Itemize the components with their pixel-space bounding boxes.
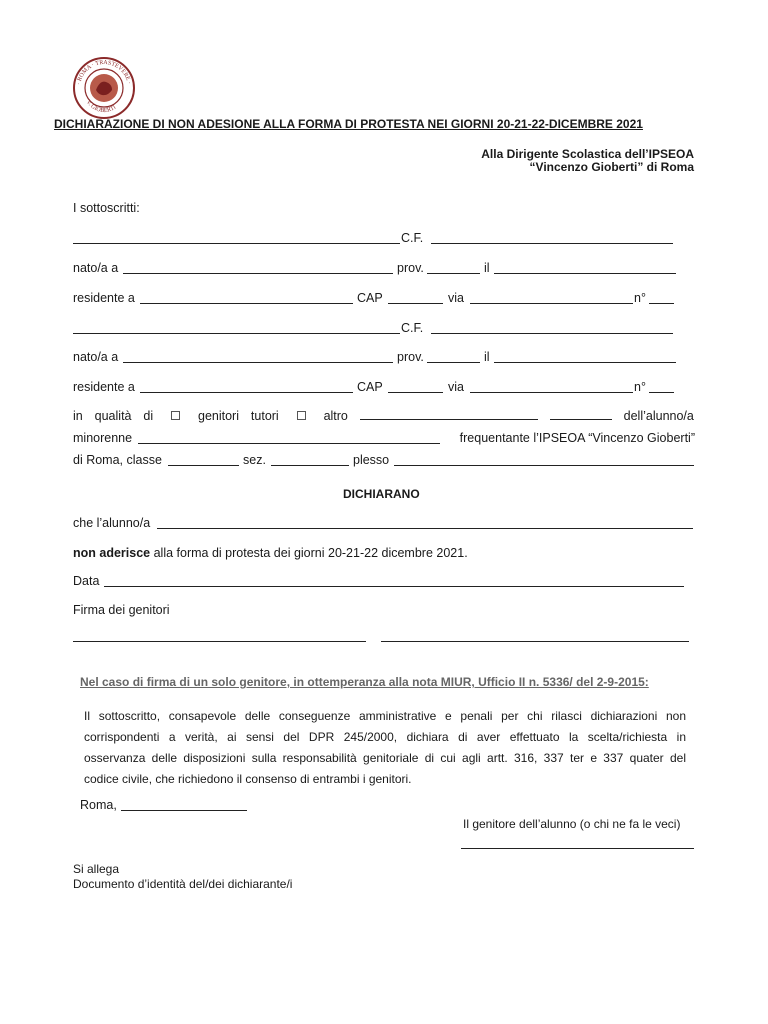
num-label-2: n° bbox=[634, 380, 646, 394]
para-line-3: osservanza delle disposizioni sulla responsabilità genitoriale di cui agli artt. 316, 337 ter e 337 quater del bbox=[84, 751, 686, 765]
birthdate-field-1[interactable] bbox=[494, 273, 676, 274]
single-parent-paragraph bbox=[84, 706, 686, 790]
cf-field-2[interactable] bbox=[431, 333, 673, 334]
plesso-field[interactable] bbox=[394, 465, 694, 466]
minorenne-label: minorenne bbox=[73, 431, 133, 445]
intro-text: I sottoscritti: bbox=[73, 201, 140, 215]
birthplace-field-2[interactable] bbox=[123, 362, 393, 363]
non-aderisce-sentence bbox=[73, 546, 468, 560]
genitori-label: genitori bbox=[198, 409, 239, 423]
via-field-1[interactable] bbox=[470, 303, 633, 304]
prov-label-2: prov. bbox=[397, 350, 424, 364]
single-parent-note: Nel caso di firma di un solo genitore, in ottemperanza alla nota MIUR, Ufficio II n. 5336/ del 2-9-2015: bbox=[80, 675, 649, 689]
tutori-label: tutori bbox=[250, 409, 279, 423]
il-label-1: il bbox=[484, 261, 490, 275]
plesso-label: plesso bbox=[353, 453, 390, 467]
residence-field-2[interactable] bbox=[140, 392, 353, 393]
roma-label: Roma, bbox=[80, 798, 117, 812]
name-field-1[interactable] bbox=[73, 243, 400, 244]
nato-label-2: nato/a a bbox=[73, 350, 119, 364]
cf-label-2: C.F. bbox=[401, 321, 424, 335]
nato-label-1: nato/a a bbox=[73, 261, 119, 275]
via-label-1: via bbox=[448, 291, 464, 305]
roma-date-field[interactable] bbox=[121, 810, 247, 811]
altro-checkbox[interactable] bbox=[297, 411, 306, 420]
svg-text:V. GIOBERTI: V. GIOBERTI bbox=[84, 99, 118, 115]
roma-classe-label: di Roma, classe bbox=[73, 453, 162, 467]
alunno-label: dell’alunno/a bbox=[623, 409, 694, 423]
qualita-row bbox=[73, 409, 694, 423]
signature-field-1[interactable] bbox=[73, 641, 366, 642]
via-field-2[interactable] bbox=[470, 392, 633, 393]
school-seal-icon bbox=[72, 56, 136, 120]
para-line-1: Il sottoscritto, consapevole delle conseguenze amministrative e penali per chi rilasci dichiarazioni non bbox=[84, 709, 686, 723]
document-title: DICHIARAZIONE DI NON ADESIONE ALLA FORMA DI PROTESTA NEI GIORNI 20-21-22-DICEMBRE 2021 bbox=[54, 117, 643, 131]
cap-label-2: CAP bbox=[357, 380, 383, 394]
recipient-line-1: Alla Dirigente Scolastica dell’IPSEOA bbox=[481, 147, 694, 161]
para-line-4: codice civile, che richiedono il consenso di entrambi i genitori. bbox=[84, 772, 412, 786]
residence-field-1[interactable] bbox=[140, 303, 353, 304]
num-field-2[interactable] bbox=[649, 392, 674, 393]
allega-label: Si allega bbox=[73, 862, 120, 876]
qualita-word-1: in bbox=[73, 409, 83, 423]
firma-label: Firma dei genitori bbox=[73, 603, 170, 617]
cap-field-1[interactable] bbox=[388, 303, 443, 304]
via-label-2: via bbox=[448, 380, 464, 394]
svg-text:· ROMA · TRASTEVERE ·: · ROMA · TRASTEVERE · bbox=[76, 59, 132, 86]
cf-field-1[interactable] bbox=[431, 243, 673, 244]
recipient-line-2: “Vincenzo Gioberti” di Roma bbox=[529, 160, 694, 174]
cf-label-1: C.F. bbox=[401, 231, 424, 245]
prov-label-1: prov. bbox=[397, 261, 424, 275]
il-label-2: il bbox=[484, 350, 490, 364]
genitore-signature-field[interactable] bbox=[461, 848, 694, 849]
qualita-word-3: di bbox=[143, 409, 154, 423]
altro-field[interactable] bbox=[360, 409, 538, 420]
cap-label-1: CAP bbox=[357, 291, 383, 305]
che-alunno-field[interactable] bbox=[157, 528, 693, 529]
genitori-checkbox[interactable] bbox=[171, 411, 180, 420]
signature-field-2[interactable] bbox=[381, 641, 689, 642]
prov-field-2[interactable] bbox=[427, 362, 480, 363]
sez-field[interactable] bbox=[271, 465, 349, 466]
documento-label: Documento d’identità del/dei dichiarante/i bbox=[73, 877, 293, 891]
sez-label: sez. bbox=[243, 453, 266, 467]
data-field[interactable] bbox=[104, 586, 684, 587]
residente-label-2: residente a bbox=[73, 380, 135, 394]
frequentante-label: frequentante l’IPSEOA “Vincenzo Gioberti” bbox=[459, 431, 695, 445]
prov-field-1[interactable] bbox=[427, 273, 480, 274]
altro-field-2[interactable] bbox=[550, 409, 612, 420]
genitore-label: Il genitore dell’alunno (o chi ne fa le veci) bbox=[463, 817, 681, 831]
declaration-heading: DICHIARANO bbox=[343, 487, 420, 501]
student-name-field[interactable] bbox=[138, 443, 440, 444]
num-field-1[interactable] bbox=[649, 303, 674, 304]
para-line-2: corrispondenti a verità, ai sensi del DPR 245/2000, dichiara di aver effettuato la scelta/richiesta in bbox=[84, 730, 686, 744]
che-alunno-label: che l’alunno/a bbox=[73, 516, 151, 530]
birthplace-field-1[interactable] bbox=[123, 273, 393, 274]
data-label: Data bbox=[73, 574, 100, 588]
num-label-1: n° bbox=[634, 291, 646, 305]
classe-field[interactable] bbox=[168, 465, 239, 466]
name-field-2[interactable] bbox=[73, 333, 400, 334]
forma-text: alla forma di protesta dei giorni 20-21-22 dicembre 2021. bbox=[150, 546, 468, 560]
birthdate-field-2[interactable] bbox=[494, 362, 676, 363]
cap-field-2[interactable] bbox=[388, 392, 443, 393]
qualita-word-2: qualità bbox=[94, 409, 132, 423]
altro-label: altro bbox=[323, 409, 348, 423]
residente-label-1: residente a bbox=[73, 291, 135, 305]
non-aderisce-bold: non aderisce bbox=[73, 546, 151, 560]
